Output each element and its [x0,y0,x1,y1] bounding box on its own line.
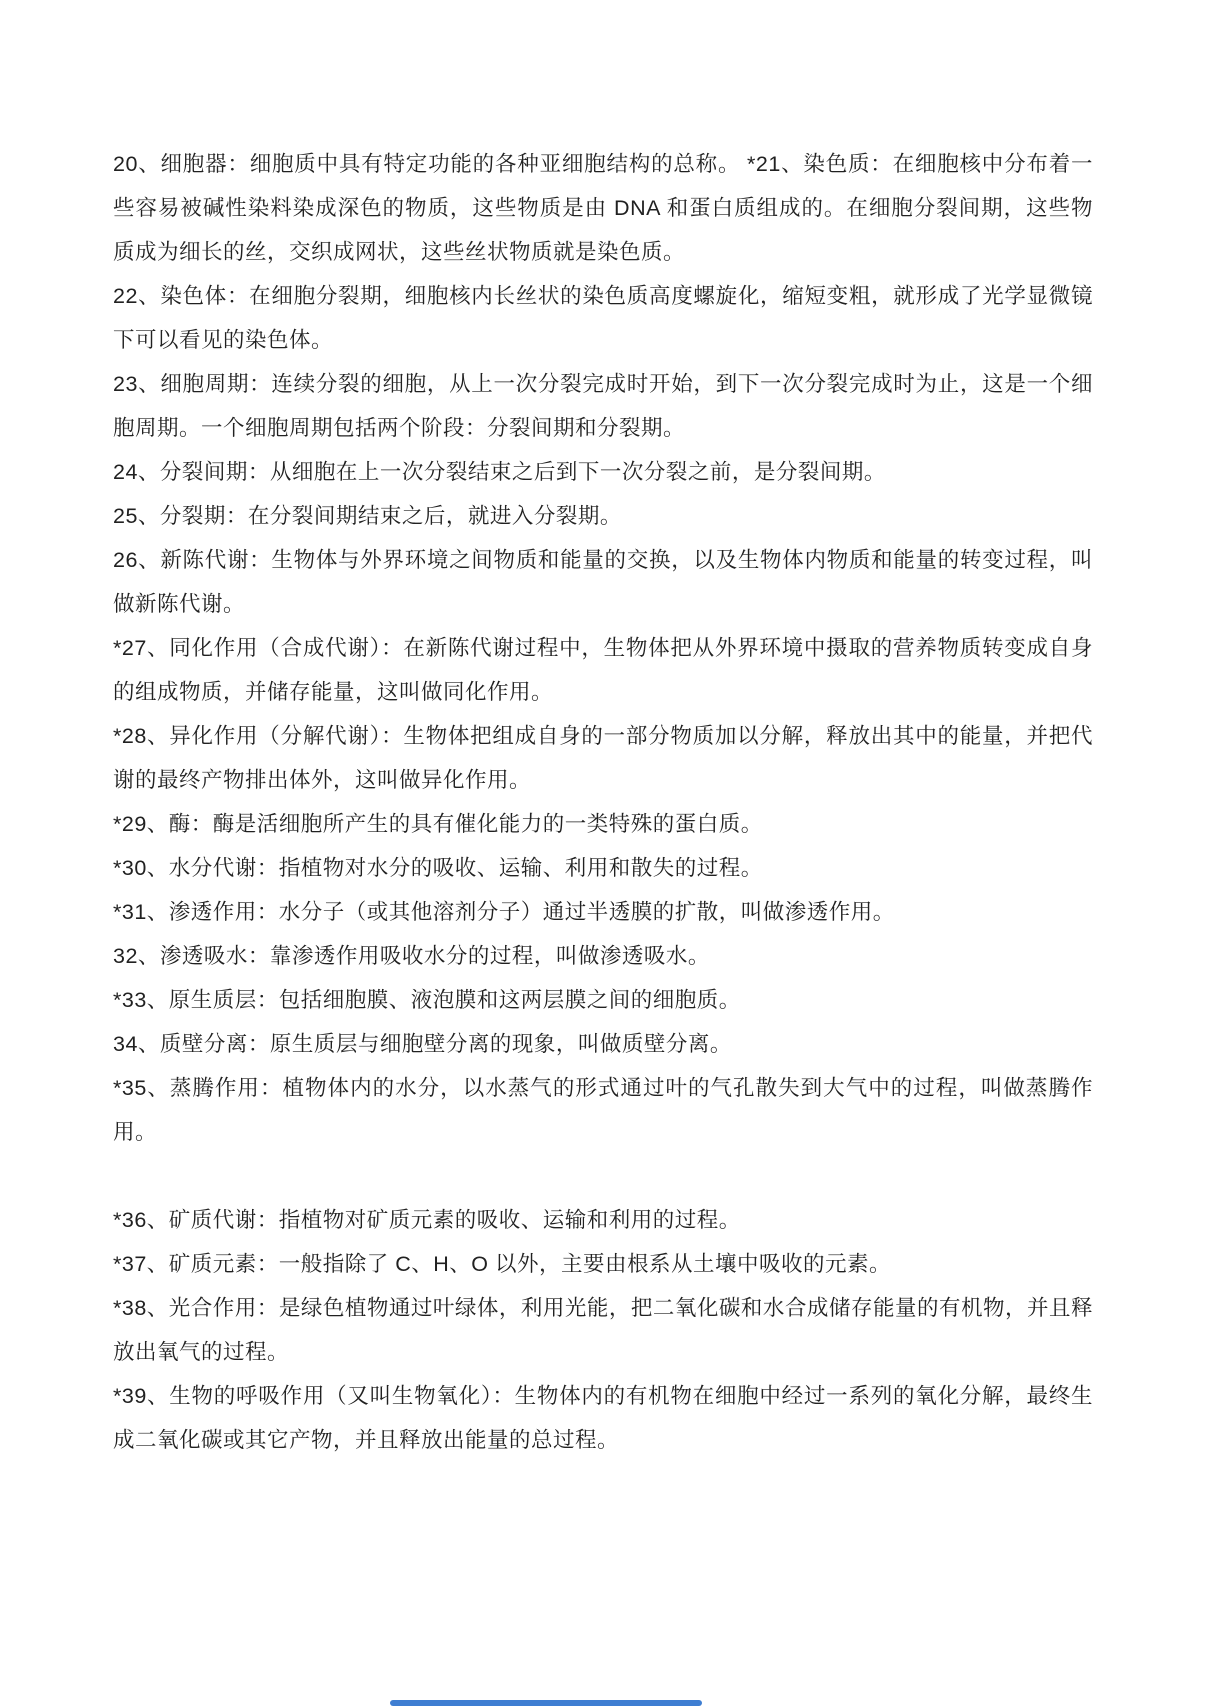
glossary-paragraph: *35、蒸腾作用：植物体内的水分，以水蒸气的形式通过叶的气孔散失到大气中的过程，叫做蒸腾作用。 [113,1076,1093,1144]
glossary-paragraph: 22、染色体：在细胞分裂期，细胞核内长丝状的染色质高度螺旋化，缩短变粗，就形成了光学显微镜下可以看见的染色体。 [113,284,1093,352]
glossary-paragraph: *36、矿质代谢：指植物对矿质元素的吸收、运输和利用的过程。 [113,1208,741,1232]
glossary-paragraph: *28、异化作用（分解代谢）：生物体把组成自身的一部分物质加以分解，释放出其中的能量，并把代谢的最终产物排出体外，这叫做异化作用。 [113,724,1093,792]
glossary-paragraph: *38、光合作用：是绿色植物通过叶绿体，利用光能，把二氧化碳和水合成储存能量的有机物，并且释放出氧气的过程。 [113,1296,1093,1364]
bottom-highlight-bar [390,1700,702,1706]
glossary-paragraph: *33、原生质层：包括细胞膜、液泡膜和这两层膜之间的细胞质。 [113,988,741,1012]
glossary-paragraph: 23、细胞周期：连续分裂的细胞，从上一次分裂完成时开始，到下一次分裂完成时为止，这是一个细胞周期。一个细胞周期包括两个阶段：分裂间期和分裂期。 [113,372,1093,440]
glossary-paragraph: *27、同化作用（合成代谢）：在新陈代谢过程中，生物体把从外界环境中摄取的营养物质转变成自身的组成物质，并储存能量，这叫做同化作用。 [113,636,1093,704]
glossary-paragraph: 20、细胞器：细胞质中具有特定功能的各种亚细胞结构的总称。 *21、染色质：在细胞核中分布着一些容易被碱性染料染成深色的物质，这些物质是由 DNA 和蛋白质组成的。在细胞分裂间期，这些物质成为细长的丝，交织成网状，这些丝状物质就是染色质。 [113,152,1093,264]
glossary-paragraph: *39、生物的呼吸作用（又叫生物氧化）：生物体内的有机物在细胞中经过一系列的氧化分解，最终生成二氧化碳或其它产物，并且释放出能量的总过程。 [113,1384,1093,1452]
glossary-paragraph: 32、渗透吸水：靠渗透作用吸收水分的过程，叫做渗透吸水。 [113,944,710,968]
glossary-paragraph: 26、新陈代谢：生物体与外界环境之间物质和能量的交换，以及生物体内物质和能量的转变过程，叫做新陈代谢。 [113,548,1093,616]
glossary-paragraph: 34、质壁分离：原生质层与细胞壁分离的现象，叫做质壁分离。 [113,1032,732,1056]
glossary-paragraph: *31、渗透作用：水分子（或其他溶剂分子）通过半透膜的扩散，叫做渗透作用。 [113,900,895,924]
document-body [113,142,1093,1462]
glossary-paragraph: *29、酶：酶是活细胞所产生的具有催化能力的一类特殊的蛋白质。 [113,812,763,836]
glossary-paragraph: *37、矿质元素：一般指除了 C、H、O 以外，主要由根系从土壤中吸收的元素。 [113,1252,892,1276]
glossary-paragraph: 24、分裂间期：从细胞在上一次分裂结束之后到下一次分裂之前，是分裂间期。 [113,460,886,484]
glossary-paragraph: *30、水分代谢：指植物对水分的吸收、运输、利用和散失的过程。 [113,856,763,880]
glossary-paragraph: 25、分裂期：在分裂间期结束之后，就进入分裂期。 [113,504,622,528]
